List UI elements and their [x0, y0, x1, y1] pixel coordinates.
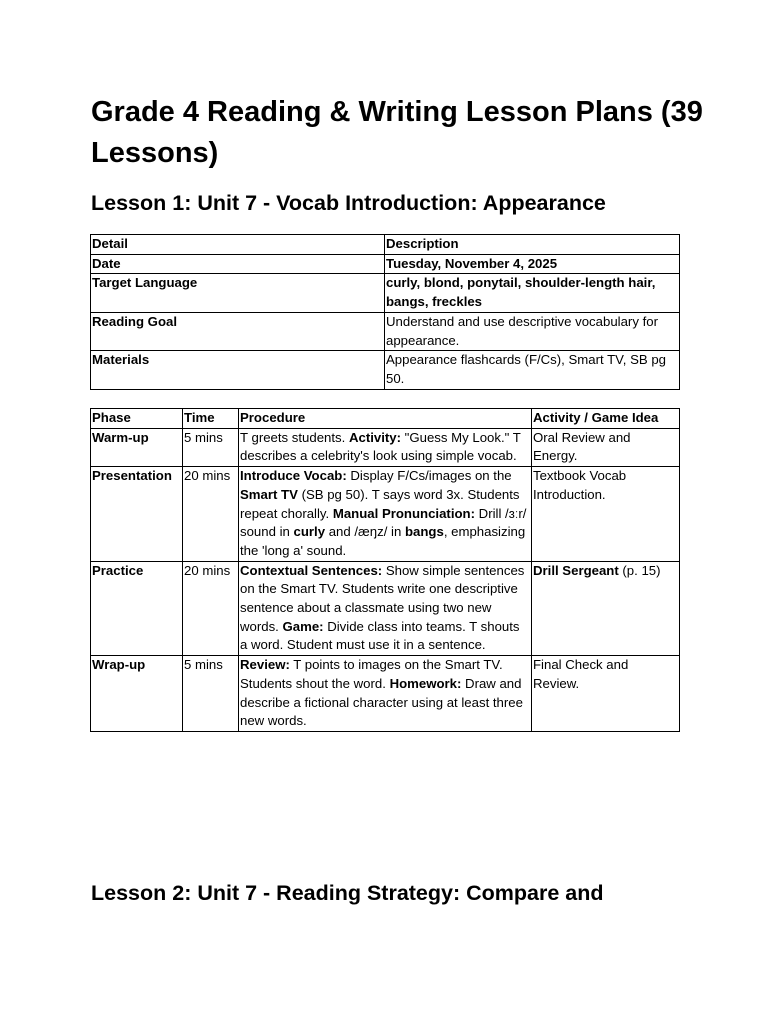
- text-segment: Final Check and Review.: [533, 657, 629, 691]
- activity-cell: [532, 656, 680, 732]
- bold-text-segment: Homework:: [389, 675, 462, 691]
- text-segment: Display F/Cs/images on the: [346, 468, 512, 484]
- detail-label: Date: [91, 254, 385, 274]
- lesson-details-table: [90, 234, 680, 390]
- bold-text-segment: Review:: [240, 657, 290, 673]
- activity-cell: [532, 467, 680, 562]
- detail-value: Tuesday, November 4, 2025: [385, 254, 680, 274]
- phase-cell: Presentation: [91, 467, 183, 562]
- text-segment: "Guess My Look." T describes a celebrity's look using simple vocab.: [240, 429, 521, 464]
- text-segment: T points to images on the Smart TV. Students shout the word.: [240, 657, 503, 691]
- details-row: [91, 312, 680, 350]
- bold-text-segment: Game:: [282, 618, 324, 634]
- phase-cell: Wrap-up: [91, 656, 183, 732]
- time-cell: 20 mins: [183, 467, 239, 562]
- procedure-cell: [239, 561, 532, 656]
- text-segment: and /æŋz/ in: [325, 524, 405, 540]
- text-segment: (p. 15): [618, 562, 661, 578]
- text-segment: Divide class into teams. T shouts a word. Student must use it in a sentence.: [240, 618, 520, 653]
- detail-label: Materials: [91, 351, 385, 389]
- bold-text-segment: Contextual Sentences:: [240, 562, 383, 578]
- procedure-cell: [239, 467, 532, 562]
- details-header-row: [91, 235, 680, 255]
- bold-text-segment: bangs: [404, 524, 444, 540]
- plan-row: [91, 428, 680, 466]
- bold-text-segment: Activity:: [348, 429, 402, 445]
- plan-row: [91, 561, 680, 656]
- bold-text-segment: Manual Pronunciation:: [332, 505, 475, 521]
- header-cell: Time: [183, 409, 239, 429]
- time-cell: 5 mins: [183, 656, 239, 732]
- procedure-cell: [239, 656, 532, 732]
- bold-text-segment: Drill Sergeant: [533, 562, 619, 578]
- lesson-2-heading: Lesson 2: Unit 7 - Reading Strategy: Compare and: [91, 881, 604, 905]
- header-cell: Activity / Game Idea: [532, 409, 680, 429]
- detail-label: Target Language: [91, 274, 385, 312]
- time-cell: 5 mins: [183, 428, 239, 466]
- text-segment: , emphasizing the 'long a' sound.: [240, 524, 526, 558]
- text-segment: Drill /ɜːr/ sound in: [240, 505, 527, 540]
- plan-row: [91, 656, 680, 732]
- detail-label: Reading Goal: [91, 312, 385, 350]
- text-segment: Show simple sentences on the Smart TV. Students write one descriptive sentence about a classmate using two new words.: [240, 562, 525, 634]
- plan-header-row: [91, 409, 680, 429]
- plan-row: [91, 467, 680, 562]
- phase-cell: Warm-up: [91, 428, 183, 466]
- details-row: [91, 274, 680, 312]
- bold-text-segment: Smart TV: [240, 486, 298, 502]
- detail-value: Understand and use descriptive vocabulary for appearance.: [385, 312, 680, 350]
- procedure-cell: [239, 428, 532, 466]
- lesson-1-heading: Lesson 1: Unit 7 - Vocab Introduction: Appearance: [91, 191, 606, 215]
- header-cell: Description: [385, 235, 680, 255]
- text-segment: T greets students.: [240, 429, 349, 445]
- header-cell: Phase: [91, 409, 183, 429]
- activity-cell: [532, 428, 680, 466]
- text-segment: (SB pg 50). T says word 3x. Students repeat chorally.: [240, 486, 520, 521]
- bold-text-segment: curly: [293, 524, 326, 540]
- header-cell: Detail: [91, 235, 385, 255]
- phase-cell: Practice: [91, 561, 183, 656]
- details-row: [91, 254, 680, 274]
- detail-value: Appearance flashcards (F/Cs), Smart TV, SB pg 50.: [385, 351, 680, 389]
- text-segment: Textbook Vocab Introduction.: [533, 468, 627, 502]
- text-segment: Oral Review and Energy.: [533, 429, 631, 464]
- document-title: Grade 4 Reading & Writing Lesson Plans (39 Lessons): [91, 96, 703, 169]
- lesson-plan-table: [90, 408, 680, 732]
- time-cell: 20 mins: [183, 561, 239, 656]
- activity-cell: [532, 561, 680, 656]
- text-segment: Draw and describe a fictional character using at least three new words.: [240, 675, 523, 729]
- details-row: [91, 351, 680, 389]
- detail-value: curly, blond, ponytail, shoulder-length hair, bangs, freckles: [385, 274, 680, 312]
- bold-text-segment: Introduce Vocab:: [240, 468, 347, 484]
- header-cell: Procedure: [239, 409, 532, 429]
